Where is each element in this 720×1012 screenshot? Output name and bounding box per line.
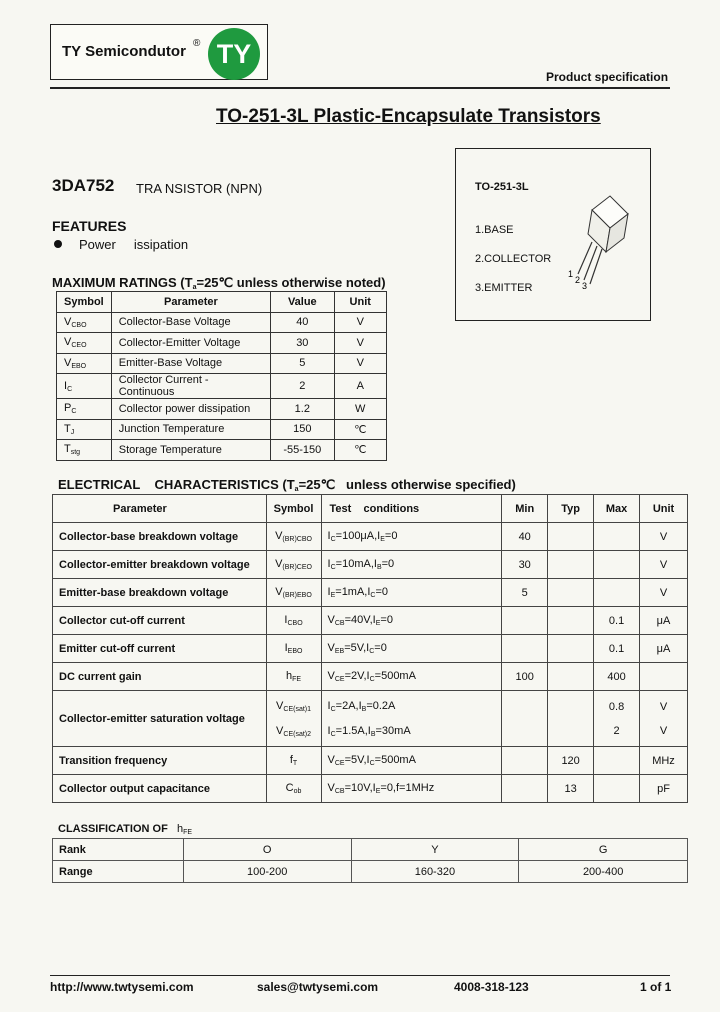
company-logo: TY xyxy=(208,28,260,80)
condition-cell: $V_{CE}=5V,I_C=500mA$ xyxy=(321,747,502,775)
unit-cell: μA xyxy=(640,607,688,635)
parameter-cell: Emitter cut-off current xyxy=(53,635,267,663)
symbol-cell: $T_{stg}$ xyxy=(57,440,112,461)
max-cell: 0.1 xyxy=(594,635,640,663)
table-row xyxy=(53,663,688,691)
unit-cell: V xyxy=(640,579,688,607)
parameter-cell: Collector-emitter saturation voltage xyxy=(53,691,267,747)
condition-cell: $I_C=2A,I_B=0.2A$ $I_C=1.5A,I_B=30mA$ xyxy=(321,691,502,747)
typ-cell xyxy=(548,607,594,635)
table-row xyxy=(53,861,688,883)
column-header: Min xyxy=(502,495,548,523)
value-cell: 2 xyxy=(271,374,334,399)
value-cell: 1.2 xyxy=(271,399,334,420)
symbol-cell: $I_C$ xyxy=(57,374,112,399)
parameter-cell: Collector Current -Continuous xyxy=(111,374,270,399)
unit-cell: μA xyxy=(640,635,688,663)
symbol-cell: $V_{(BR)CBO}$ xyxy=(266,523,321,551)
unit-cell: V xyxy=(334,312,387,333)
min-cell: 5 xyxy=(502,579,548,607)
range-cell: 100-200 xyxy=(183,861,351,883)
unit-cell: MHz xyxy=(640,747,688,775)
company-name: TY Semicondutor xyxy=(62,43,186,60)
range-cell: 160-320 xyxy=(351,861,519,883)
condition-cell: $V_{CB}=10V,I_E=0,f=1MHz$ xyxy=(321,775,502,803)
condition-cell: $V_{CB}=40V,I_E=0$ xyxy=(321,607,502,635)
package-pin-number: 3 xyxy=(582,281,588,291)
min-cell xyxy=(502,775,548,803)
value-cell: 150 xyxy=(271,419,334,440)
unit-cell: pF xyxy=(640,775,688,803)
column-header: Value xyxy=(271,292,334,313)
symbol-cell: $V_{CEO}$ xyxy=(57,333,112,354)
symbol-cell: $V_{(BR)CEO}$ xyxy=(266,551,321,579)
parameter-cell: Collector output capacitance xyxy=(53,775,267,803)
footer-divider xyxy=(50,975,670,976)
column-header: Symbol xyxy=(266,495,321,523)
symbol-cell: $P_C$ xyxy=(57,399,112,420)
table-row xyxy=(53,775,688,803)
symbol-cell: $f_T$ xyxy=(266,747,321,775)
value-cell: 40 xyxy=(271,312,334,333)
max-cell: 0.8 2 xyxy=(594,691,640,747)
min-cell xyxy=(502,747,548,775)
product-specification-label: Product specification xyxy=(546,70,669,84)
package-pin-number: 1 xyxy=(568,269,574,279)
parameter-cell: Collector-base breakdown voltage xyxy=(53,523,267,551)
page-number: 1 of 1 xyxy=(640,980,672,994)
column-header: Unit xyxy=(640,495,688,523)
min-cell: 40 xyxy=(502,523,548,551)
typ-cell xyxy=(548,523,594,551)
symbol-cell: $V_{CE(sat)1}$ $V_{CE(sat)2}$ xyxy=(266,691,321,747)
typ-cell xyxy=(548,551,594,579)
bullet-icon xyxy=(54,240,62,248)
unit-cell: V xyxy=(334,333,387,354)
column-header: Parameter xyxy=(111,292,270,313)
document-title: TO-251-3L Plastic-Encapsulate Transistors xyxy=(216,106,601,127)
package-name: TO-251-3L xyxy=(475,181,529,193)
table-row xyxy=(53,635,688,663)
parameter-cell: Collector cut-off current xyxy=(53,607,267,635)
condition-cell: $I_C=10mA,I_B=0$ xyxy=(321,551,502,579)
electrical-heading: ELECTRICAL CHARACTERISTICS ($T_a=25℃$ unless otherwise specified) xyxy=(58,477,516,493)
typ-cell xyxy=(548,579,594,607)
parameter-cell: DC current gain xyxy=(53,663,267,691)
condition-cell: $I_E=1mA,I_C=0$ xyxy=(321,579,502,607)
transistor-package-icon xyxy=(562,192,644,292)
symbol-cell: $C_{ob}$ xyxy=(266,775,321,803)
symbol-cell: $h_{FE}$ xyxy=(266,663,321,691)
table-row xyxy=(53,839,688,861)
unit-cell: ℃ xyxy=(334,440,387,461)
table-row xyxy=(57,374,387,399)
typ-cell xyxy=(548,691,594,747)
parameter-cell: Collector-Emitter Voltage xyxy=(111,333,270,354)
min-cell xyxy=(502,635,548,663)
parameter-cell: Emitter-Base Voltage xyxy=(111,353,270,374)
max-cell xyxy=(594,579,640,607)
column-header: Max xyxy=(594,495,640,523)
electrical-characteristics-table xyxy=(52,494,688,803)
classification-table xyxy=(52,838,688,883)
phone-number: 4008-318-123 xyxy=(454,980,529,994)
pin-2-label: 2.COLLECTOR xyxy=(475,253,552,265)
symbol-cell: $V_{EBO}$ xyxy=(57,353,112,374)
table-row xyxy=(53,579,688,607)
range-label: Range xyxy=(53,861,184,883)
typ-cell: 120 xyxy=(548,747,594,775)
website-link[interactable]: http://www.twtysemi.com xyxy=(50,980,194,994)
table-row xyxy=(53,551,688,579)
unit-cell: V xyxy=(640,523,688,551)
typ-cell xyxy=(548,663,594,691)
symbol-cell: $I_{CBO}$ xyxy=(266,607,321,635)
unit-cell: ℃ xyxy=(334,419,387,440)
min-cell xyxy=(502,607,548,635)
max-cell xyxy=(594,551,640,579)
typ-cell: 13 xyxy=(548,775,594,803)
value-cell: 30 xyxy=(271,333,334,354)
table-row xyxy=(53,747,688,775)
table-row xyxy=(57,353,387,374)
condition-cell: $I_C=100\mu A,I_E=0$ xyxy=(321,523,502,551)
symbol-cell: $I_{EBO}$ xyxy=(266,635,321,663)
unit-cell xyxy=(640,663,688,691)
symbol-cell: $V_{CBO}$ xyxy=(57,312,112,333)
column-header: Unit xyxy=(334,292,387,313)
max-cell: 0.1 xyxy=(594,607,640,635)
column-header: Parameter xyxy=(53,495,267,523)
parameter-cell: Junction Temperature xyxy=(111,419,270,440)
email-link[interactable]: sales@twtysemi.com xyxy=(257,980,379,994)
pin-1-label: 1.BASE xyxy=(475,224,514,236)
value-cell: 5 xyxy=(271,353,334,374)
min-cell: 30 xyxy=(502,551,548,579)
symbol-cell: $T_J$ xyxy=(57,419,112,440)
max-cell: 400 xyxy=(594,663,640,691)
part-description: TRA NSISTOR (NPN) xyxy=(136,181,263,196)
part-number: 3DA752 xyxy=(52,176,115,195)
symbol-cell: $V_{(BR)EBO}$ xyxy=(266,579,321,607)
max-ratings-table xyxy=(56,291,387,461)
unit-cell: V xyxy=(640,551,688,579)
column-header: Typ xyxy=(548,495,594,523)
range-cell: 200-400 xyxy=(519,861,688,883)
value-cell: -55-150 xyxy=(271,440,334,461)
column-header: Test conditions xyxy=(321,495,502,523)
unit-cell: A xyxy=(334,374,387,399)
max-cell xyxy=(594,523,640,551)
table-row xyxy=(57,440,387,461)
table-row xyxy=(53,691,688,747)
typ-cell xyxy=(548,635,594,663)
registered-mark: ® xyxy=(193,38,201,49)
unit-cell: V V xyxy=(640,691,688,747)
rank-cell: G xyxy=(519,839,688,861)
column-header: Symbol xyxy=(57,292,112,313)
table-header-row xyxy=(57,292,387,313)
pin-3-label: 3.EMITTER xyxy=(475,282,533,294)
classification-heading: CLASSIFICATION OF $h_{FE}$ xyxy=(58,823,193,836)
rank-cell: Y xyxy=(351,839,519,861)
condition-cell: $V_{EB}=5V,I_C=0$ xyxy=(321,635,502,663)
table-row xyxy=(53,607,688,635)
package-pin-number: 2 xyxy=(575,275,581,285)
table-row xyxy=(57,312,387,333)
rank-label: Rank xyxy=(53,839,184,861)
min-cell: 100 xyxy=(502,663,548,691)
max-ratings-heading: MAXIMUM RATINGS ($T_a=25℃$ unless otherwise noted) xyxy=(52,275,386,291)
parameter-cell: Collector-emitter breakdown voltage xyxy=(53,551,267,579)
table-header-row xyxy=(53,495,688,523)
unit-cell: W xyxy=(334,399,387,420)
parameter-cell: Transition frequency xyxy=(53,747,267,775)
parameter-cell: Emitter-base breakdown voltage xyxy=(53,579,267,607)
parameter-cell: Storage Temperature xyxy=(111,440,270,461)
max-cell xyxy=(594,775,640,803)
table-row xyxy=(57,399,387,420)
max-cell xyxy=(594,747,640,775)
table-row xyxy=(57,419,387,440)
header-divider xyxy=(50,87,670,89)
table-row xyxy=(53,523,688,551)
parameter-cell: Collector power dissipation xyxy=(111,399,270,420)
table-row xyxy=(57,333,387,354)
unit-cell: V xyxy=(334,353,387,374)
min-cell xyxy=(502,691,548,747)
feature-item: Power issipation xyxy=(79,237,189,252)
condition-cell: $V_{CE}=2V,I_C=500mA$ xyxy=(321,663,502,691)
rank-cell: O xyxy=(183,839,351,861)
parameter-cell: Collector-Base Voltage xyxy=(111,312,270,333)
features-heading: FEATURES xyxy=(52,218,127,234)
